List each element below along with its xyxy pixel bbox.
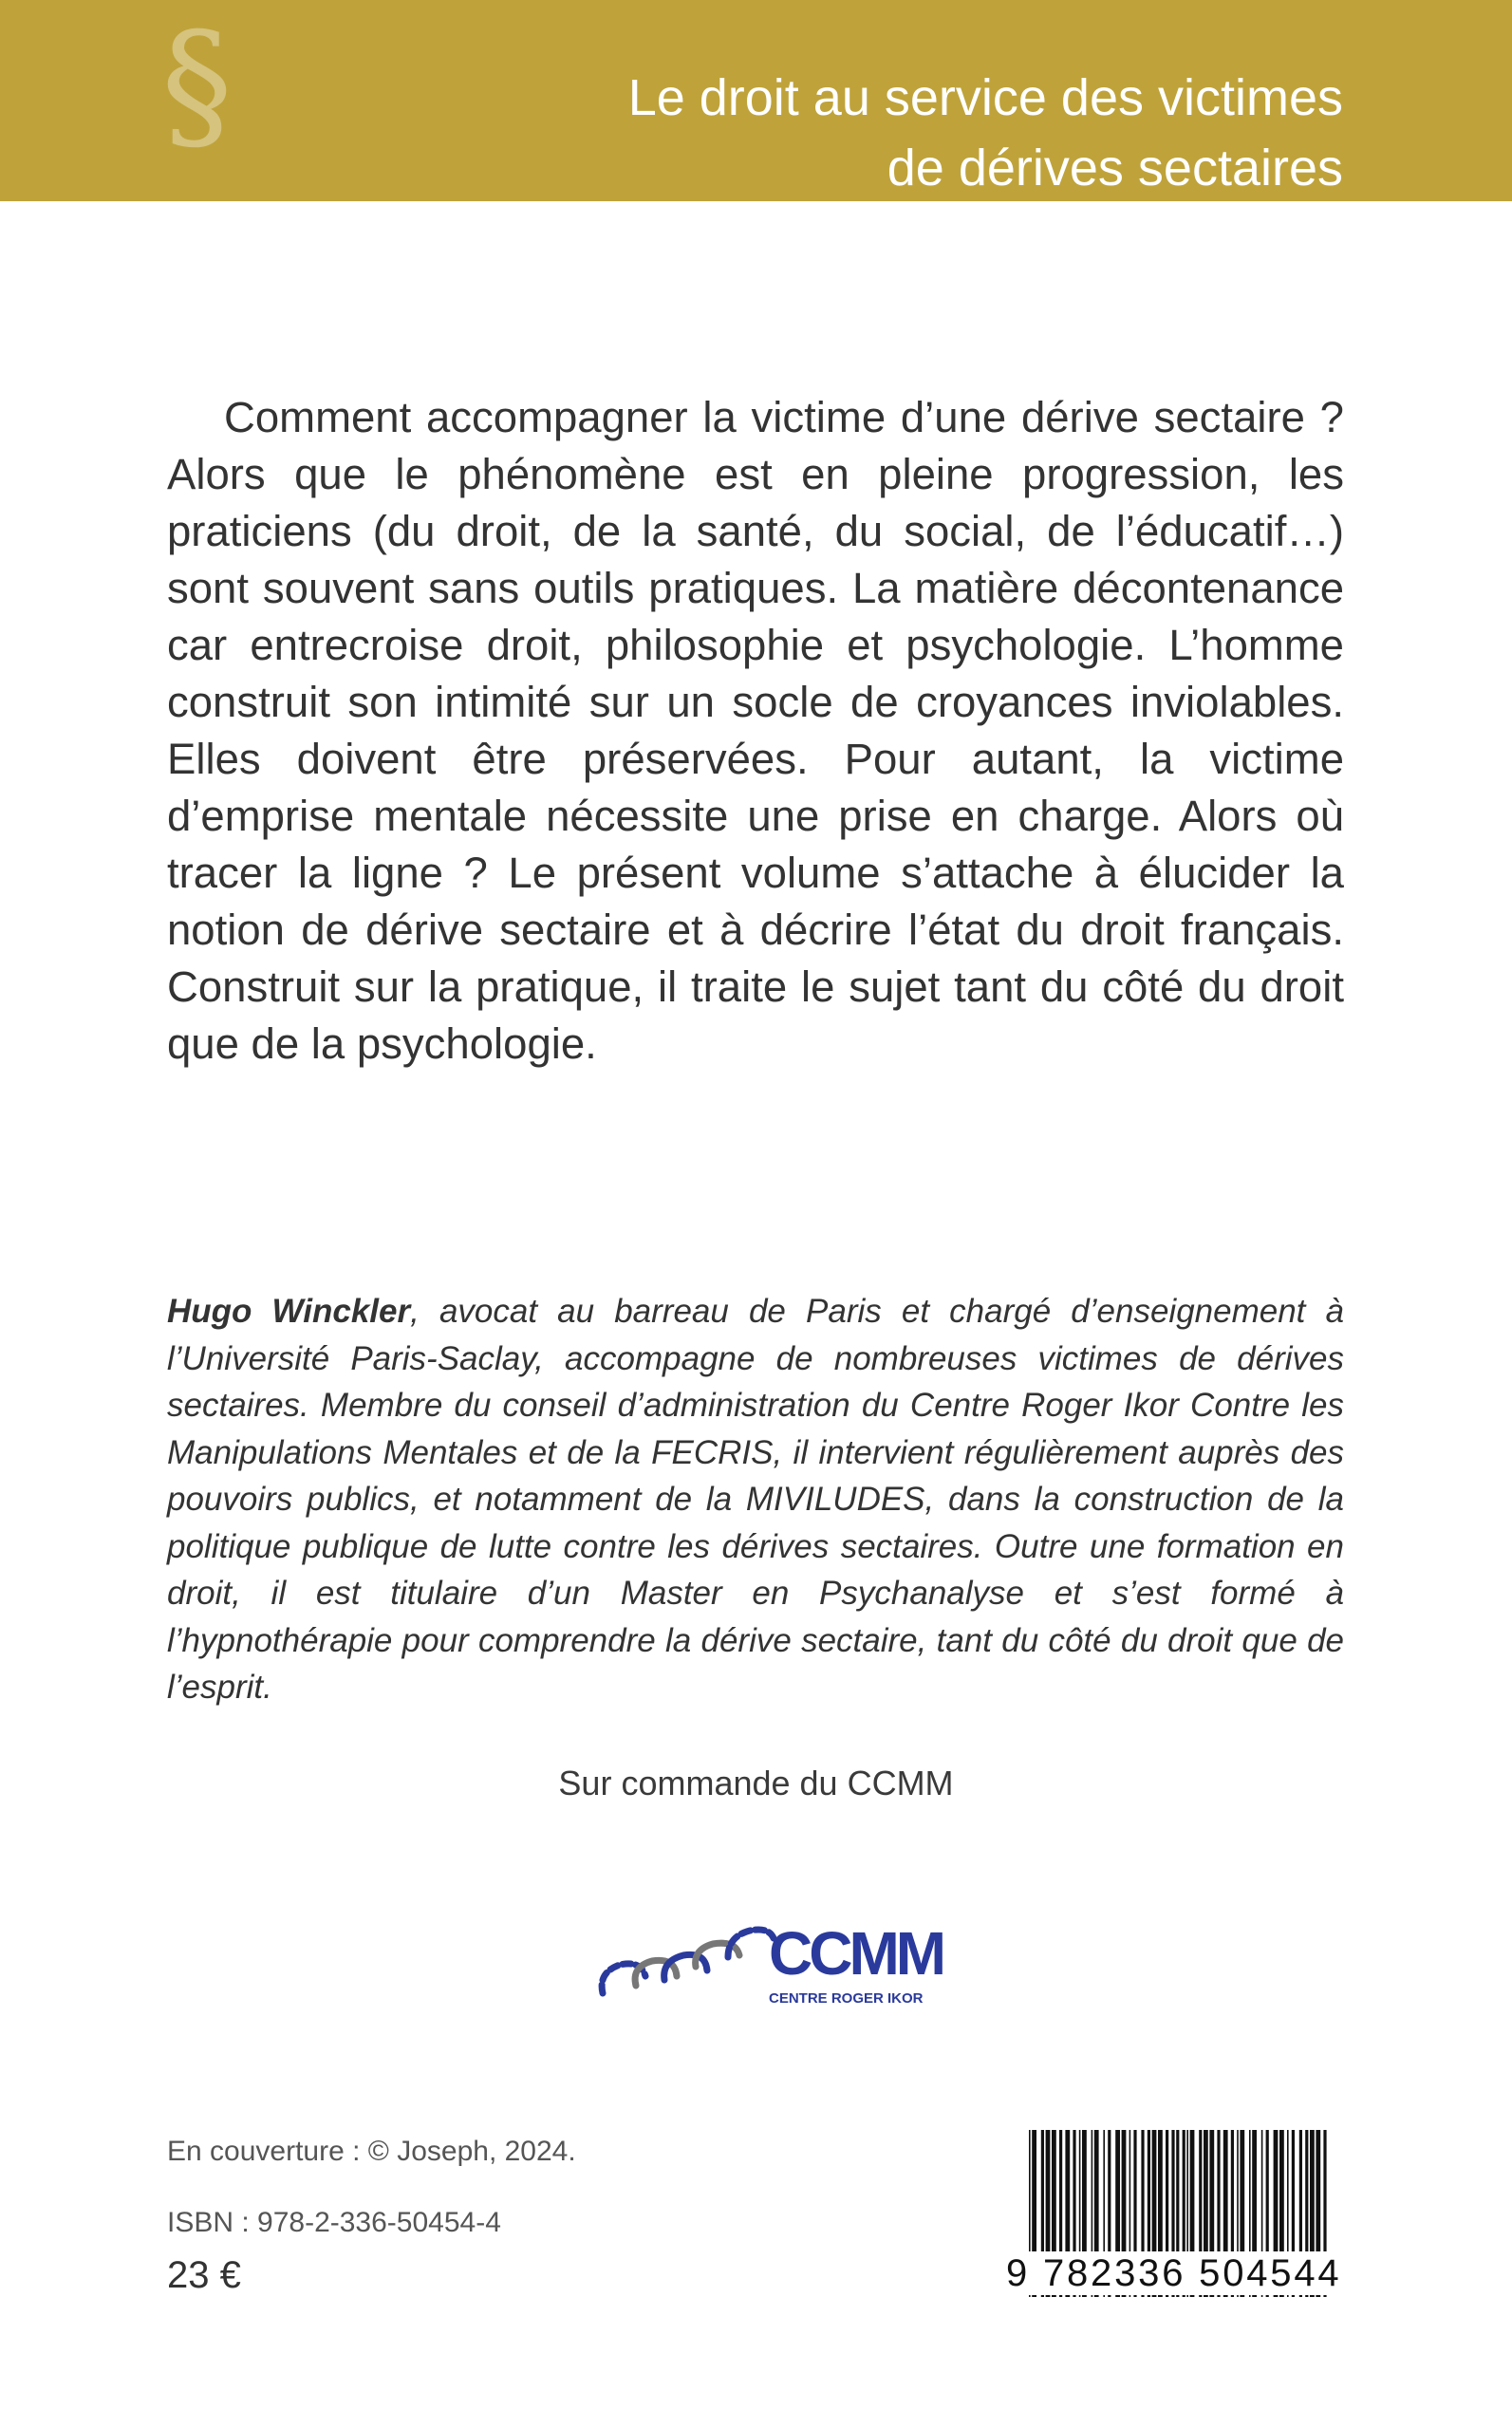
ccmm-logo xyxy=(593,1908,943,2012)
section-sign-icon: § xyxy=(161,3,233,168)
book-blurb: Comment accompagner la victime d’une dérive sectaire ? Alors que le phénomène est en pleine progression, les praticiens (du droit, de la santé, du social, de l’éducatif…) sont souvent sans outils pratiques. La matière décontenance car entrecroise droit, philosophie et psychologie. L’homme construit son intimité sur un socle de croyances inviolables. Elles doivent être préservées. Pour autant, la victime d’emprise mentale nécessite une prise en charge. Alors où tracer la ligne ? Le présent volume s’attache à élucider la notion de dérive sectaire et à décrire l’état du droit français. Construit sur la pratique, il traite le sujet tant du côté du droit que de la psychologie. xyxy=(167,393,1344,1068)
author-bio xyxy=(167,1288,1344,1711)
author-name: Hugo Winckler xyxy=(167,1293,411,1330)
logo-acronym: CCMM xyxy=(769,1919,943,1988)
series-banner xyxy=(0,0,1512,201)
isbn: ISBN : 978-2-336-50454-4 xyxy=(167,2207,501,2238)
barcode xyxy=(1025,2130,1329,2329)
logo-subtitle: CENTRE ROGER IKOR xyxy=(769,1990,924,2007)
chain-icon xyxy=(602,1930,774,1993)
series-title xyxy=(628,63,1343,203)
series-title-line1: Le droit au service des victimes xyxy=(627,69,1343,126)
price: 23 € xyxy=(167,2254,241,2296)
series-title-line2: de dérives sectaires xyxy=(887,140,1343,196)
commission-note: Sur commande du CCMM xyxy=(558,1764,954,1802)
barcode-number: 9 782336 504544 xyxy=(1006,2252,1342,2294)
author-bio-text: , avocat au barreau de Paris et chargé d’enseignement à l’Université Paris-Saclay, accompagne de nombreuses victimes de dérives sectaires. Membre du conseil d’administration du Centre Roger Ikor Contre les Manipulations Mentales et de la FECRIS, il intervient régulièrement auprès des pouvoirs publics, et notamment de la MIVILUDES, dans la construction de la politique publique de lutte contre les dérives sectaires. Outre une formation en droit, il est titulaire d’un Master en Psychanalyse et s’est formé à l’hypnothérapie pour comprendre la dérive sectaire, tant du côté du droit que de l’esprit. xyxy=(167,1293,1344,1706)
cover-credit: En couverture : © Joseph, 2024. xyxy=(167,2136,576,2167)
